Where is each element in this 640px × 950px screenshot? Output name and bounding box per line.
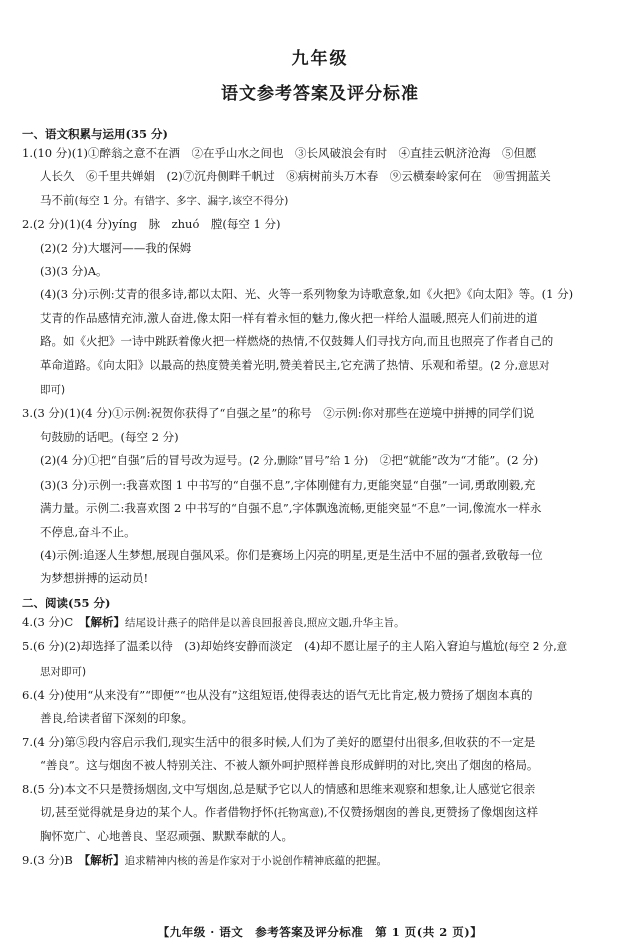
q8-line-2: [22, 801, 618, 825]
q3-part-3-line-3: 不停息,奋斗不止。: [40, 524, 136, 539]
q3-part-3-line-1: (3)(3 分)示例一:我喜欢图 1 中书写的“自强不息”,字体刚健有力,更能突显“自强”一词,勇敢刚毅,充: [40, 477, 536, 492]
q8-line-3: 胸怀宽广、心地善良、坚忍顽强、默默奉献的人。: [40, 829, 293, 844]
q2-part-4-line-1: (4)(3 分)示例:艾青的很多诗,都以太阳、光、火等一系列物象为诗歌意象,如《火把》《向太阳》等。(1 分): [40, 287, 574, 302]
q8-line-1: 8.(5 分)本文不只是赞扬烟囱,文中写烟囱,总是赋予它以人的情感和思维来观察和想象,让人感觉它很亲: [22, 781, 536, 796]
q3-line-2: [22, 426, 618, 449]
question-2: [22, 213, 618, 402]
grade-title: 九年级: [291, 49, 349, 69]
q2-part-1: 2.(2 分)(1)(4 分)yíng 脉 zhuó 膛: [22, 217, 223, 232]
q3-part-1-tail: 句鼓励的话吧。: [40, 429, 121, 444]
q1-line-3: [22, 189, 618, 213]
q3-part-3-line-2: 满力量。示例二:我喜欢图 2 中书写的“自强不息”,字体飘逸流畅,更能突显“不息”一词,像流水一样永: [40, 501, 542, 516]
q3-part-2-note: (2 分,删除“冒号”给 1 分): [249, 455, 369, 468]
q4-analysis: 结尾设计燕子的陪伴是以善良回报善良,照应文题,升华主旨。: [124, 616, 405, 629]
q6-line-1: 6.(4 分)使用“从来没有”“即便”“也从没有”这组短语,使得表达的语气无比肯定,极力赞扬了烟囱本真的: [22, 687, 533, 702]
q8-text-b: ,不仅赞扬烟囱的善良,更赞扬了像烟囱这样: [323, 804, 539, 819]
q2-part-4-note-tail: 即可): [40, 384, 66, 397]
q6-line-2: 善良,给读者留下深刻的印象。: [40, 711, 194, 726]
q3-part-4-line-2: 为梦想拼搏的运动员!: [40, 571, 149, 586]
question-5: [22, 635, 618, 684]
q2-part-4-text: 革命道路。《向太阳》以最高的热度赞美着光明,赞美着民主,它充满了热情、乐观和希望。: [40, 357, 491, 372]
question-7: [22, 731, 618, 778]
document-title: 语文参考答案及评分标准: [221, 84, 419, 104]
question-3: [22, 402, 618, 590]
section-2-heading: 二、阅读(55 分): [22, 595, 111, 610]
q2-part-2: (2)(2 分)大堰河——我的保姆: [40, 240, 192, 255]
q1-scoring-note: (每空 1 分。有错字、多字、漏字,该空不得分): [74, 194, 289, 207]
q9-analysis: 追求精神内核的善是作家对于小说创作精神底蕴的把握。: [124, 854, 388, 867]
page-footer: 【九年级 · 语文 参考答案及评分标准 第 1 页(共 2 页)】: [157, 925, 483, 939]
q2-part-4-line-5: [22, 378, 618, 402]
question-8: [22, 778, 618, 849]
q5-note: (每空 2 分,意: [504, 641, 568, 654]
q5-line-1: [22, 635, 618, 659]
q3-part-4-line-1: (4)示例:追逐人生梦想,展现自强风采。你们是赛场上闪亮的明星,更是生活中不屈的强者,致敬每一位: [40, 547, 543, 562]
section-1-heading: 一、语文积累与运用(35 分): [22, 127, 168, 141]
q3-part-2-a: (2)(4 分)①把“自强”后的冒号改为逗号。: [40, 453, 249, 468]
question-9: [22, 849, 618, 873]
q2-part-4-note: (2 分,意思对: [490, 359, 550, 372]
q3-part-2: [22, 449, 618, 473]
q2-part-3: (3)(3 分)A。: [40, 264, 108, 279]
q3-part-1-note: (每空 2 分): [120, 429, 179, 444]
q1-line-2: 人长久 ⑥千里共婵娟 (2)⑦沉舟侧畔千帆过 ⑧病树前头万木春 ⑨云横秦岭家何在 ⑩雪拥蓝关: [40, 169, 551, 184]
q2-part-4-line-4: [22, 354, 618, 378]
q7-line-1: 7.(4 分)第⑤段内容启示我们,现实生活中的很多时候,人们为了美好的愿望付出很多,但收获的不一定是: [22, 734, 536, 749]
q5-line-2: [22, 660, 618, 684]
q8-text-a: 切,甚至觉得就是身边的某个人。作者借物抒怀: [40, 804, 274, 819]
q8-note: (托物寓意): [273, 806, 324, 819]
q9-analysis-label: 【解析】: [84, 852, 125, 867]
q3-line-1: 3.(3 分)(1)(4 分)①示例:祝贺你获得了“自强之星”的称号 ②示例:你对那些在逆境中拼搏的同学们说: [22, 406, 535, 421]
q3-part-2-b: ②把“就能”改为“才能”。(2 分): [368, 453, 539, 468]
question-4: [22, 611, 618, 635]
q4-answer: 4.(3 分)C: [22, 614, 85, 629]
question-1: [22, 142, 618, 213]
q1-line-1: 1.(10 分)(1)①醉翁之意不在酒 ②在乎山水之间也 ③长风破浪会有时 ④直挂云帆济沧海 ⑤但愿: [22, 146, 537, 160]
q2-part-4-line-2: 艾青的作品感情充沛,激人奋进,像太阳一样有着永恒的魅力,像火把一样给人温暖,照亮人们前进的道: [40, 310, 538, 325]
q2-line-1: [22, 213, 618, 236]
q7-line-2: “善良”。这与烟囱不被人特别关注、不被人额外呵护照样善良形成鲜明的对比,突出了烟囱的格局。: [40, 758, 539, 773]
q4-analysis-label: 【解析】: [84, 614, 125, 629]
question-6: [22, 684, 618, 731]
q5-note-tail: 思对即可): [40, 665, 87, 678]
q2-part-1-note: (每空 1 分): [222, 217, 281, 232]
q5-answer: 5.(6 分)(2)却选择了温柔以待 (3)却始终安静而淡定 (4)却不愿让屋子的主人陷入窘迫与尴尬: [22, 639, 505, 654]
q1-answer-tail: 马不前: [40, 192, 75, 207]
q9-answer: 9.(3 分)B: [22, 852, 85, 867]
q2-part-4-line-3: 路。如《火把》一诗中跳跃着像火把一样燃烧的热情,不仅鼓舞人们寻找方向,而且也照亮了作者自己的: [40, 334, 554, 349]
